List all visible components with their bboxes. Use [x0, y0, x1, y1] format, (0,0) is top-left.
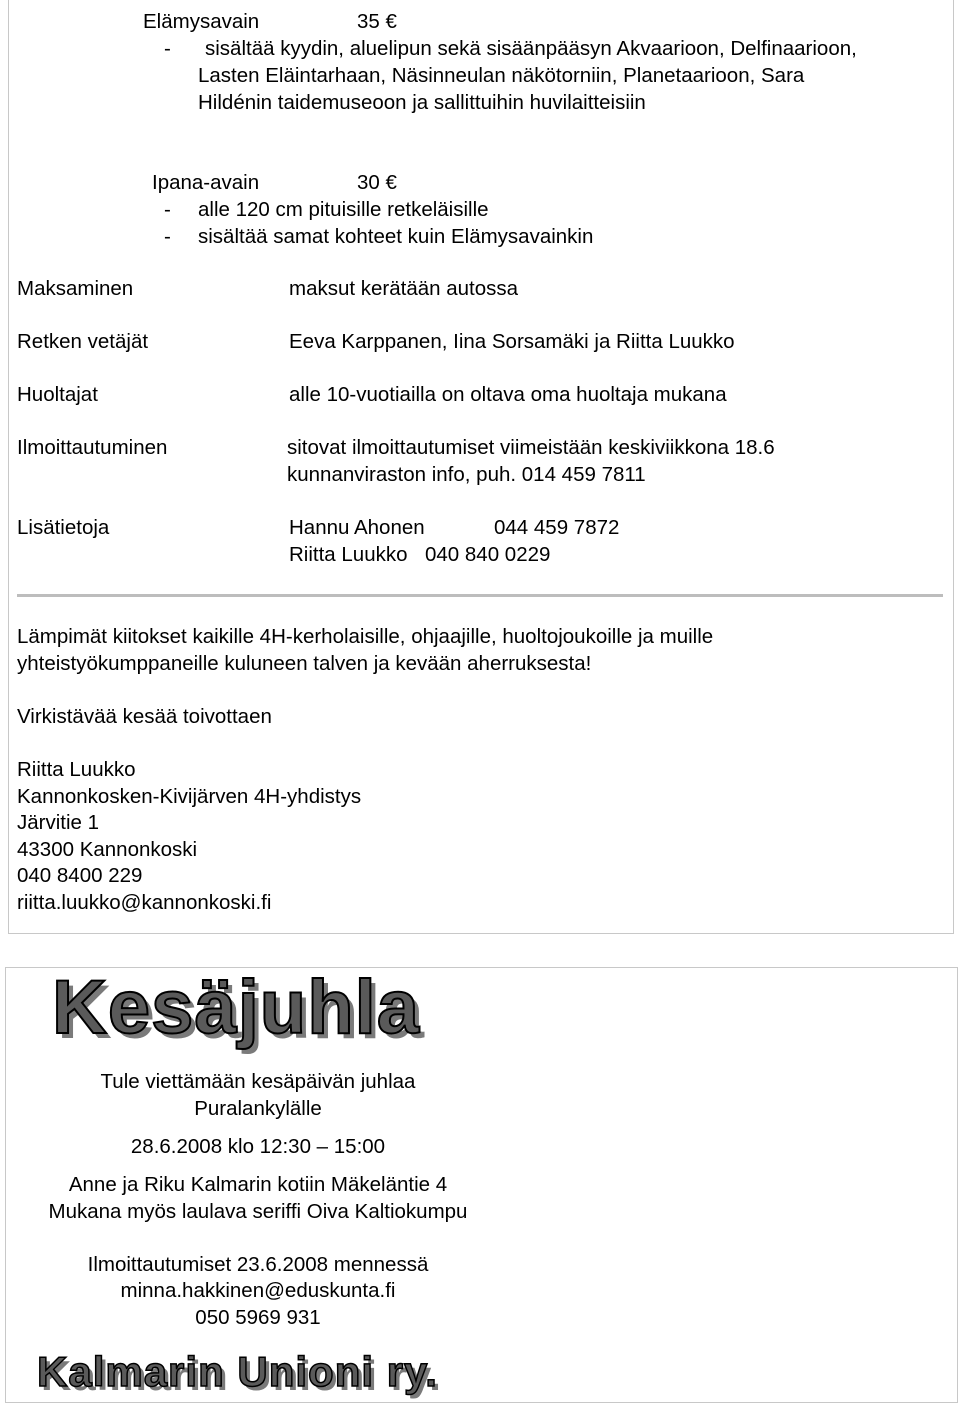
wish-text: Virkistävää kesää toivottaen: [17, 705, 272, 728]
maksaminen-label: Maksaminen: [17, 277, 134, 300]
contact-phone-1: 044 459 7872: [494, 516, 620, 539]
elamysavain-price: 35 €: [357, 10, 397, 33]
thanks-line-2: yhteistyökumppaneille kuluneen talven ja kevään aherruksesta!: [17, 652, 592, 675]
horizontal-rule: [17, 594, 943, 597]
ipana-bullet-2: sisältää samat kohteet kuin Elämysavainkin: [198, 225, 594, 248]
vetajat-value: Eeva Karppanen, Iina Sorsamäki ja Riitta Luukko: [289, 330, 735, 353]
party-place-1: Anne ja Riku Kalmarin kotiin Mäkeläntie 4: [68, 1173, 448, 1196]
ilmoittautuminen-label: Ilmoittautuminen: [17, 436, 168, 459]
ilmoittautuminen-line-2: kunnanviraston info, puh. 014 459 7811: [287, 463, 646, 486]
signature-street: Järvitie 1: [17, 811, 100, 834]
lisatietoja-label: Lisätietoja: [17, 516, 110, 539]
vetajat-label: Retken vetäjät: [17, 330, 149, 353]
elamysavain-label: Elämysavain: [143, 10, 260, 33]
ipana-dash-2: -: [164, 225, 171, 248]
registration-phone: 050 5969 931: [195, 1306, 321, 1329]
elamysavain-line-1: sisältää kyydin, aluelipun sekä sisäänpääsyn Akvaarioon, Delfinaarioon,: [205, 37, 857, 60]
maksaminen-value: maksut kerätään autossa: [289, 277, 519, 300]
signature-email: riitta.luukko@kannonkoski.fi: [17, 891, 272, 914]
elamysavain-dash: -: [164, 37, 171, 60]
registration-email: minna.hakkinen@eduskunta.fi: [120, 1279, 396, 1302]
thanks-line-1: Lämpimät kiitokset kaikille 4H-kerholaisille, ohjaajille, huoltojoukoille ja muille: [17, 625, 714, 648]
huoltajat-label: Huoltajat: [17, 383, 98, 406]
ipana-price: 30 €: [357, 171, 397, 194]
elamysavain-line-2: Lasten Eläintarhaan, Näsinneulan näkötorniin, Planetaarioon, Sara: [198, 64, 805, 87]
ipana-dash-1: -: [164, 198, 171, 221]
ipana-bullet-1: alle 120 cm pituisille retkeläisille: [198, 198, 489, 221]
huoltajat-value: alle 10-vuotiailla on oltava oma huoltaja mukana: [289, 383, 727, 406]
signature-phone: 040 8400 229: [17, 864, 143, 887]
signature-org: Kannonkosken-Kivijärven 4H-yhdistys: [17, 785, 362, 808]
ipana-label: Ipana-avain: [152, 171, 260, 194]
signature-name: Riitta Luukko: [17, 758, 136, 781]
contact-phone-2: 040 840 0229: [425, 543, 551, 566]
party-datetime: 28.6.2008 klo 12:30 – 15:00: [130, 1135, 386, 1158]
contact-name-2: Riitta Luukko: [289, 543, 408, 566]
ilmoittautuminen-line-1: sitovat ilmoittautumiset viimeistään keskiviikkona 18.6: [287, 436, 775, 459]
org-title: Kalmarin Unioni ry.: [37, 1348, 438, 1395]
contact-name-1: Hannu Ahonen: [289, 516, 425, 539]
invite-line-2: Puralankylälle: [194, 1097, 322, 1120]
kesajuhla-title: Kesäjuhla: [52, 965, 421, 1050]
invite-line-1: Tule viettämään kesäpäivän juhlaa: [100, 1070, 416, 1093]
elamysavain-line-3: Hildénin taidemuseoon ja sallittuihin huvilaitteisiin: [198, 91, 646, 114]
party-place-2: Mukana myös laulava seriffi Oiva Kaltiokumpu: [48, 1200, 468, 1223]
registration-deadline: Ilmoittautumiset 23.6.2008 mennessä: [87, 1253, 429, 1276]
signature-city: 43300 Kannonkoski: [17, 838, 198, 861]
